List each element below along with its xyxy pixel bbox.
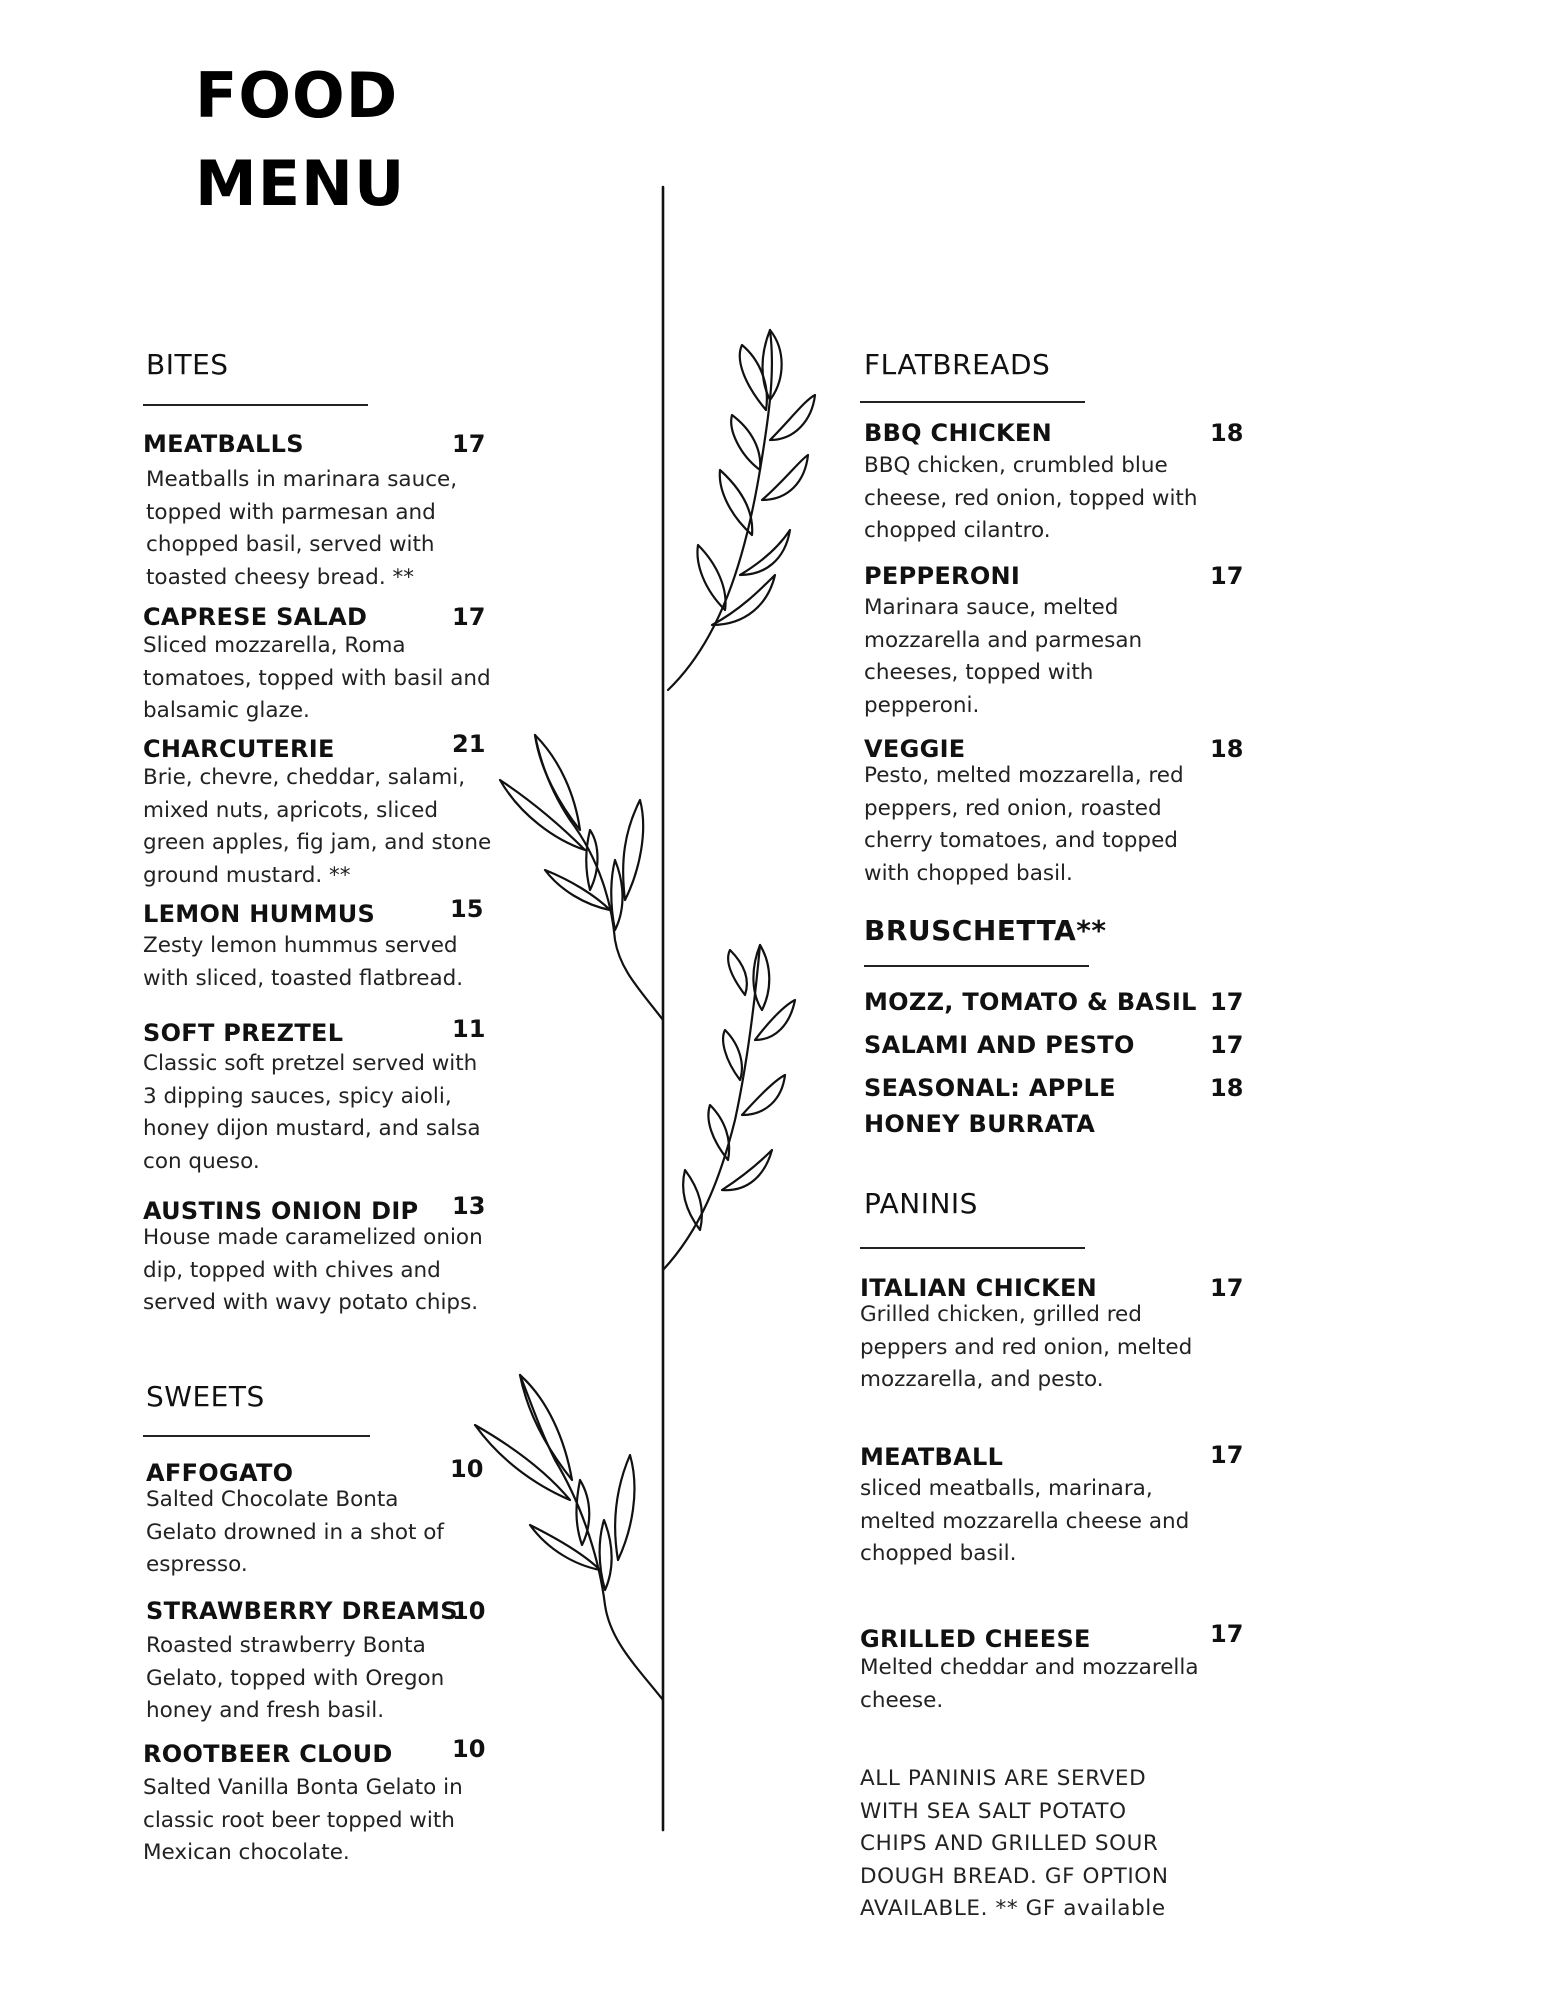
desc-line: Gelato drowned in a shot of <box>146 1519 444 1545</box>
note-line: ALL PANINIS ARE SERVED <box>860 1766 1147 1791</box>
desc-line: Grilled chicken, grilled red <box>860 1302 1142 1327</box>
desc-line: 3 dipping sauces, spicy aioli, <box>143 1083 452 1109</box>
item-description <box>860 1299 1192 1397</box>
item-description <box>143 1222 483 1320</box>
desc-line: dip, topped with chives and <box>143 1257 441 1283</box>
paninis-note <box>860 1763 1169 1926</box>
desc-line: mozzarella, and pesto. <box>860 1367 1104 1392</box>
desc-line: served with wavy potato chips. <box>143 1290 479 1315</box>
item-description <box>143 930 463 995</box>
desc-line: mozzarella and parmesan <box>864 627 1143 653</box>
item-name: MEATBALLS <box>143 430 304 458</box>
item-name: STRAWBERRY DREAMS <box>146 1597 458 1625</box>
section-divider <box>864 965 1089 967</box>
item-name: BBQ CHICKEN <box>864 419 1052 447</box>
section-heading-flatbreads: FLATBREADS <box>864 348 1051 381</box>
title-line-1: FOOD <box>195 59 399 132</box>
section-heading-paninis: PANINIS <box>864 1187 978 1220</box>
item-price: 17 <box>1210 988 1244 1016</box>
desc-line: honey and fresh basil. <box>146 1698 385 1723</box>
item-price: 17 <box>1210 1031 1244 1059</box>
note-line: CHIPS AND GRILLED SOUR <box>860 1831 1159 1856</box>
desc-line: Marinara sauce, melted <box>864 595 1119 620</box>
desc-line: classic root beer topped with <box>143 1807 455 1833</box>
item-price: 17 <box>1210 1620 1244 1648</box>
note-line: AVAILABLE. ** GF available <box>860 1896 1166 1921</box>
item-price: 18 <box>1210 735 1244 763</box>
item-price: 17 <box>1210 1441 1244 1469</box>
section-divider <box>143 404 368 406</box>
section-divider <box>860 401 1085 403</box>
desc-line: ground mustard. ** <box>143 862 351 888</box>
item-name: LEMON HUMMUS <box>143 900 376 928</box>
desc-line: cheese. <box>860 1687 944 1713</box>
desc-line: Classic soft pretzel served with <box>143 1051 478 1076</box>
item-name: ROOTBEER CLOUD <box>143 1740 393 1768</box>
item-name: CHARCUTERIE <box>143 735 335 763</box>
leaf-sprig-icon <box>663 945 795 1270</box>
desc-line: Salted Chocolate Bonta <box>146 1487 399 1512</box>
desc-line: Salted Vanilla Bonta Gelato in <box>143 1775 463 1800</box>
desc-line: con queso. <box>143 1148 260 1174</box>
item-name: SOFT PREZTEL <box>143 1019 344 1047</box>
item-description <box>864 760 1184 890</box>
item-price: 15 <box>450 895 484 923</box>
item-name: AFFOGATO <box>146 1459 294 1487</box>
section-divider <box>860 1247 1085 1249</box>
desc-line: cherry tomatoes, and topped <box>864 828 1178 853</box>
item-price: 17 <box>452 430 486 458</box>
item-name: GRILLED CHEESE <box>860 1625 1091 1653</box>
desc-line: peppers and red onion, melted <box>860 1334 1193 1360</box>
item-description <box>146 464 457 594</box>
desc-line: BBQ chicken, crumbled blue <box>864 453 1168 478</box>
desc-line: balsamic glaze. <box>143 698 310 723</box>
section-heading-sweets: SWEETS <box>146 1380 265 1413</box>
item-name: SALAMI AND PESTO <box>864 1031 1135 1059</box>
section-heading-bruschetta: BRUSCHETTA** <box>864 914 1107 947</box>
item-price: 13 <box>452 1192 486 1220</box>
desc-line: Gelato, topped with Oregon <box>146 1665 445 1691</box>
desc-line: mixed nuts, apricots, sliced <box>143 797 438 823</box>
item-description <box>143 762 491 892</box>
item-description <box>143 1048 481 1178</box>
item-description <box>860 1652 1199 1717</box>
item-description <box>864 592 1142 722</box>
item-price: 10 <box>452 1597 486 1625</box>
item-description <box>143 1772 463 1870</box>
desc-line: chopped basil, served with <box>146 532 435 557</box>
item-price: 17 <box>1210 1274 1244 1302</box>
item-price: 18 <box>1210 419 1244 447</box>
desc-line: honey dijon mustard, and salsa <box>143 1116 481 1141</box>
desc-line: Meatballs in marinara sauce, <box>146 467 458 492</box>
item-description <box>864 450 1197 548</box>
desc-line: chopped cilantro. <box>864 518 1051 543</box>
desc-line: espresso. <box>146 1552 248 1577</box>
item-name: CAPRESE SALAD <box>143 603 368 631</box>
desc-line: cheeses, topped with <box>864 660 1094 685</box>
desc-line: Sliced mozzarella, Roma <box>143 633 406 658</box>
item-name: SEASONAL: APPLE <box>864 1074 1116 1102</box>
desc-line: peppers, red onion, roasted <box>864 795 1162 821</box>
note-line: DOUGH BREAD. GF OPTION <box>860 1863 1169 1889</box>
desc-line: House made caramelized onion <box>143 1225 483 1250</box>
desc-line: Zesty lemon hummus served <box>143 933 458 958</box>
desc-line: Brie, chevre, cheddar, salami, <box>143 765 466 790</box>
item-description <box>146 1630 444 1728</box>
title-line-2: MENU <box>195 147 406 220</box>
desc-line: tomatoes, topped with basil and <box>143 665 491 691</box>
item-price: 10 <box>450 1455 484 1483</box>
leaf-sprig-icon <box>668 330 815 690</box>
item-name: PEPPERONI <box>864 562 1021 590</box>
note-line: WITH SEA SALT POTATO <box>860 1798 1127 1824</box>
item-description <box>860 1473 1189 1571</box>
desc-line: chopped basil. <box>860 1541 1017 1566</box>
item-price: 17 <box>1210 562 1244 590</box>
desc-line: green apples, fig jam, and stone <box>143 830 492 855</box>
item-price: 21 <box>452 730 486 758</box>
desc-line: Roasted strawberry Bonta <box>146 1633 426 1658</box>
item-description <box>146 1484 444 1582</box>
desc-line: sliced meatballs, marinara, <box>860 1476 1153 1501</box>
item-price: 17 <box>452 603 486 631</box>
desc-line: Pesto, melted mozzarella, red <box>864 763 1184 788</box>
desc-line: topped with parmesan and <box>146 499 436 525</box>
item-name-continued: HONEY BURRATA <box>864 1110 1096 1138</box>
desc-line: cheese, red onion, topped with <box>864 485 1198 511</box>
item-name: MOZZ, TOMATO & BASIL <box>864 988 1197 1016</box>
desc-line: Melted cheddar and mozzarella <box>860 1655 1199 1680</box>
desc-line: toasted cheesy bread. ** <box>146 564 414 590</box>
section-heading-bites: BITES <box>146 348 229 381</box>
desc-line: with chopped basil. <box>864 860 1073 886</box>
item-price: 11 <box>452 1015 486 1043</box>
desc-line: with sliced, toasted flatbread. <box>143 965 464 991</box>
desc-line: melted mozzarella cheese and <box>860 1508 1190 1534</box>
desc-line: pepperoni. <box>864 692 980 718</box>
item-description <box>143 630 491 728</box>
page-title <box>195 52 405 228</box>
desc-line: Mexican chocolate. <box>143 1840 350 1865</box>
leaf-sprig-icon <box>475 1375 663 1700</box>
item-name: MEATBALL <box>860 1443 1004 1471</box>
leaf-sprig-icon <box>500 735 663 1020</box>
item-name: ITALIAN CHICKEN <box>860 1274 1098 1302</box>
item-name: AUSTINS ONION DIP <box>143 1197 419 1225</box>
item-price: 18 <box>1210 1074 1244 1102</box>
item-price: 10 <box>452 1735 486 1763</box>
section-divider <box>143 1435 370 1437</box>
item-name: VEGGIE <box>864 735 966 763</box>
